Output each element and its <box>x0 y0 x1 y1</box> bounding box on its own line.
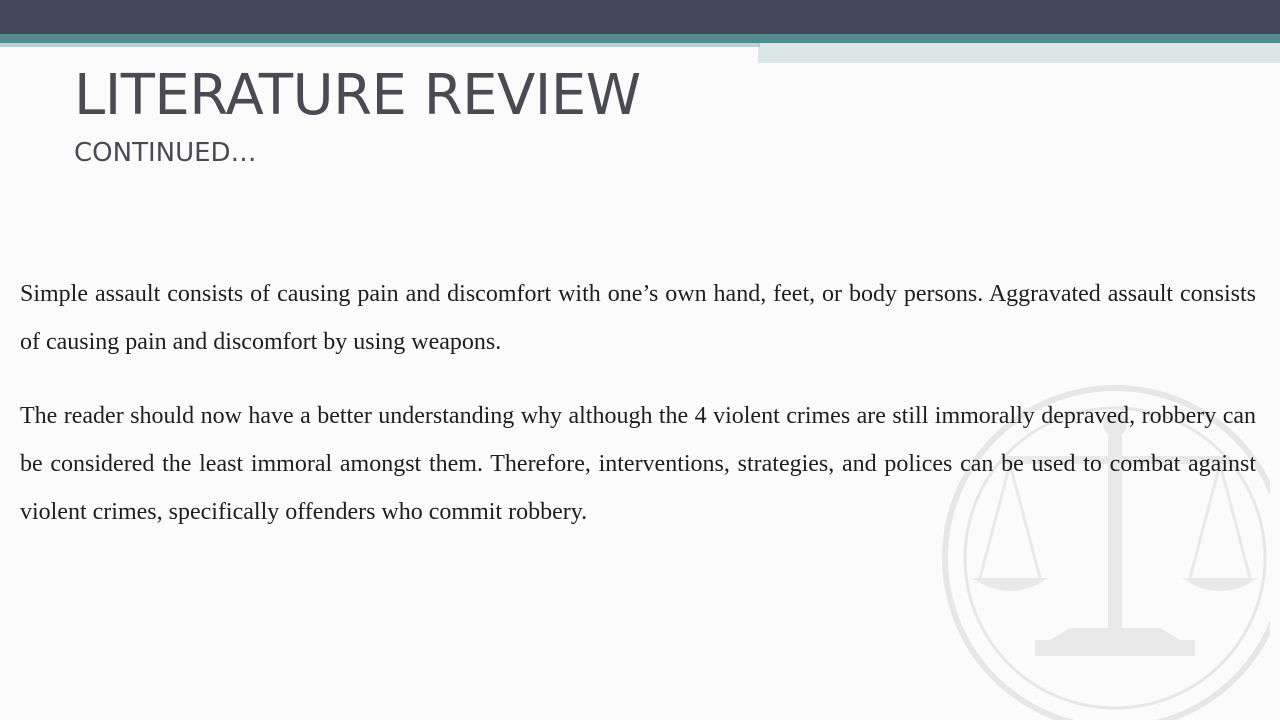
paragraph-assault-types: Simple assault consists of causing pain and discomfort with one’s own hand, feet, or body persons. Aggravated assault consists of causing pain and discomfort by using weapons. <box>20 281 1256 355</box>
slide-subtitle: CONTINUED… <box>74 138 257 168</box>
top-dark-band <box>0 0 1280 34</box>
top-teal-right-stripe <box>758 43 1280 63</box>
slide-body <box>20 270 1256 562</box>
top-teal-stripe <box>0 34 1280 43</box>
top-teal-light-stripe <box>0 43 760 47</box>
paragraph-conclusion: The reader should now have a better understanding why although the 4 violent crimes are still immorally depraved, robbery can be considered the least immoral amongst them. Therefore, interventions, strategies, and polices can be used to combat against violent crimes, specifically offenders who commit robbery. <box>20 403 1256 525</box>
top-decorative-bar <box>0 0 1280 34</box>
slide-title: LITERATURE REVIEW <box>74 63 641 128</box>
